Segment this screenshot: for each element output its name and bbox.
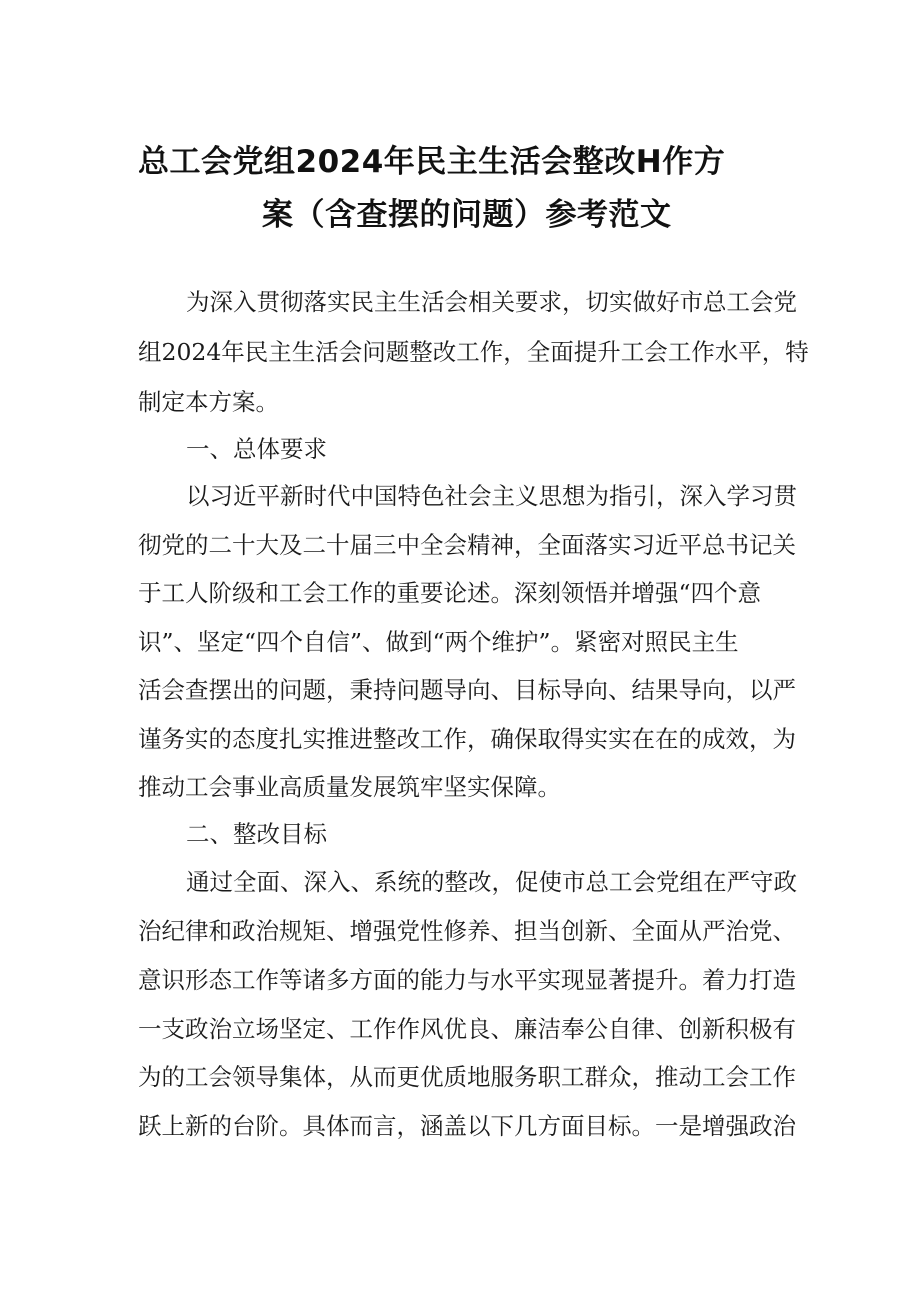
section1-paragraph-line: 于工人阶级和工会工作的重要论述。深刻领悟并增强“四个意 <box>138 579 762 607</box>
section2-paragraph-line: 为的工会领导集体，从而更优质地服务职工群众，推动工会工作 <box>138 1063 796 1091</box>
section2-paragraph-line: 跃上新的台阶。具体而言，涵盖以下几方面目标。一是增强政治 <box>138 1112 796 1140</box>
section1-paragraph-line: 谨务实的态度扎实推进整改工作，确保取得实实在在的成效，为 <box>138 725 796 753</box>
section2-paragraph-line: 意识形态工作等诸多方面的能力与水平实现显著提升。着力打造 <box>138 966 796 994</box>
section1-paragraph-line: 以习近平新时代中国特色社会主义思想为指引，深入学习贯 <box>186 482 797 510</box>
section2-paragraph-line: 一支政治立场坚定、工作作风优良、廉洁奉公自律、创新积极有 <box>138 1015 796 1043</box>
intro-paragraph-line: 为深入贯彻落实民主生活会相关要求，切实做好市总工会党 <box>186 288 797 316</box>
section2-paragraph-line: 通过全面、深入、系统的整改，促使市总工会党组在严守政 <box>186 868 797 896</box>
section-heading-overall-requirements: 一、总体要求 <box>186 435 327 463</box>
section2-paragraph-line: 治纪律和政治规矩、增强党性修养、担当创新、全面从严治党、 <box>138 917 796 945</box>
document-title-line-1: 总工会党组2024年民主生活会整改H作方 <box>138 144 726 180</box>
intro-paragraph-line: 组2024年民主生活会问题整改工作，全面提升工会工作水平，特 <box>138 338 809 366</box>
section1-paragraph-line: 活会查摆出的问题，秉持问题导向、目标导向、结果导向，以严 <box>138 676 796 704</box>
section1-paragraph-line: 识”、坚定“四个自信”、做到“两个维护”。紧密对照民主生 <box>138 628 739 656</box>
intro-paragraph-line: 制定本方案。 <box>138 388 279 416</box>
document-title-line-2: 案（含查摆的问题）参考范文 <box>262 197 672 233</box>
section-heading-rectification-goals: 二、整改目标 <box>186 820 327 848</box>
section1-paragraph-line: 推动工会事业高质量发展筑牢坚实保障。 <box>138 773 561 801</box>
section1-paragraph-line: 彻党的二十大及二十届三中全会精神，全面落实习近平总书记关 <box>138 531 796 559</box>
